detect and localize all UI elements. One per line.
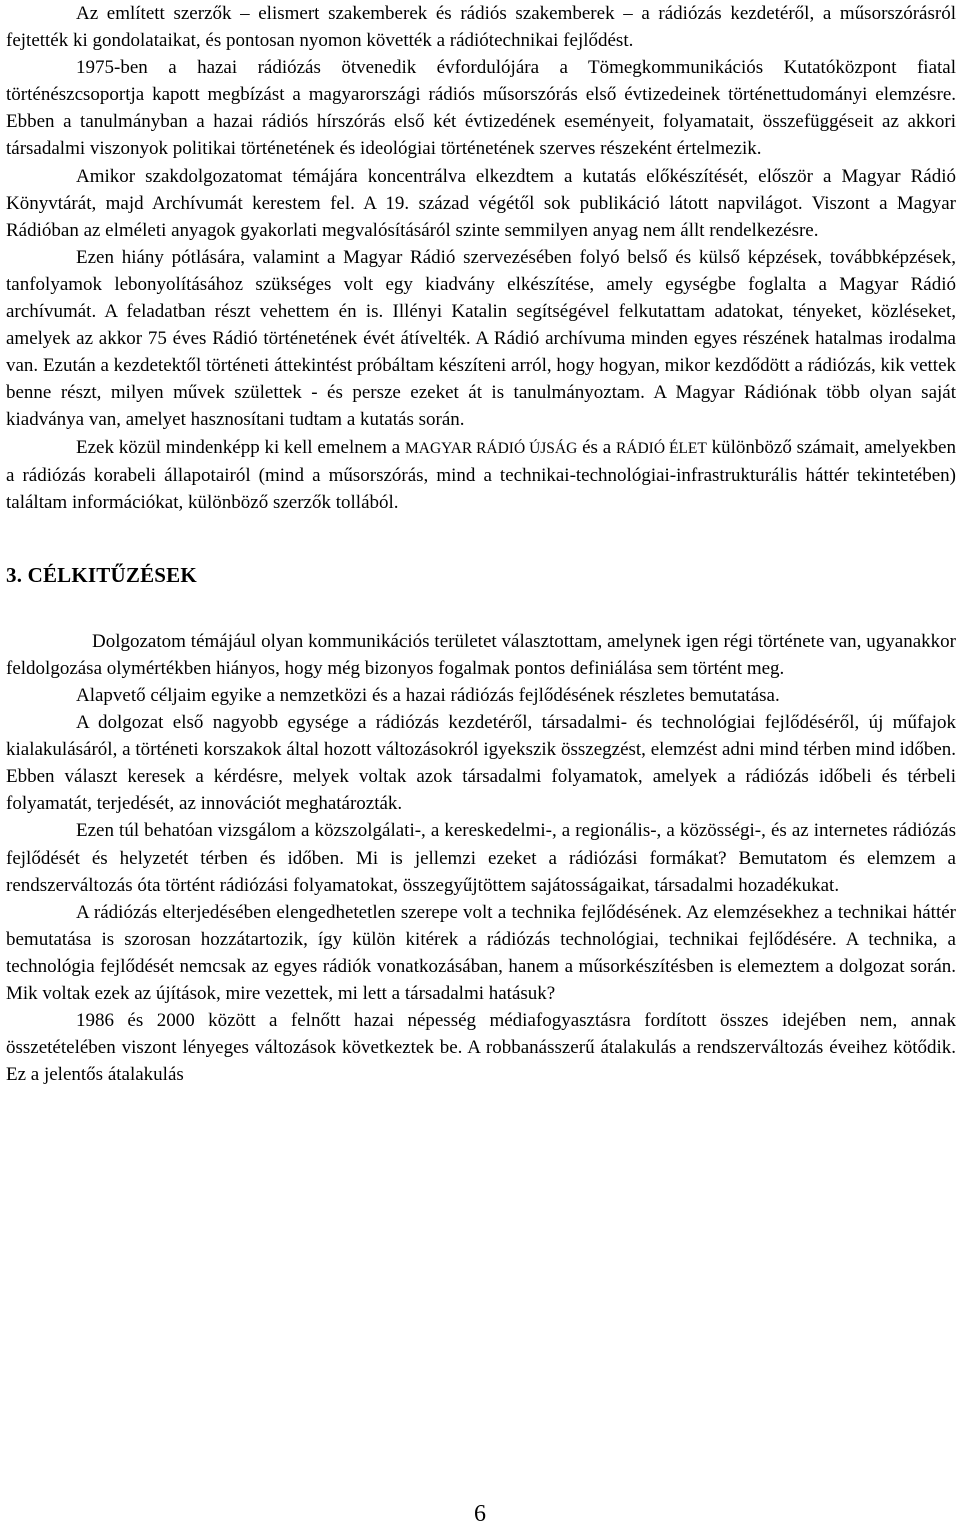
section-heading: 3. CÉLKITŰZÉSEK [6,562,197,587]
spacer [6,589,956,616]
paragraph-media-consumption: 1986 és 2000 között a felnőtt hazai népesség médiafogyasztásra fordított összes idejében nem, annak összetételében viszont lényeges változások következtek be. A robbanásszerű átalakulás a rendszerváltozás éveihez kötődik. Ez a jelentős átalakulás [6,1010,956,1086]
paragraph-intro: Az említett szerzők – elismert szakemberek és rádiós szakemberek – a rádiózás kezdetéről, a műsorszórásról fejtették ki gondolataikat, és pontosan nyomon követték a rádiótechnikai fejlődést. [6,3,956,52]
publication-title-radio-elet: RÁDIÓ ÉLET [615,439,707,457]
publications-text-mid: és a [577,436,616,458]
paragraph-radio-forms: Ezen túl behatóan vizsgálom a közszolgálati-, a kereskedelmi-, a regionális-, a közösségi-, és az internetes rádiózás fejlődését és helyzetét térben és időben. Mi is jellemzi ezeket a rádiózási formákat? Bemutatom és elemzem a rendszerváltozás óta történt rádiózási folyamatokat, összegyűjtöttem sajátosságaikat, társadalmi hozadékukat. [6,820,956,896]
publications-text-before: Ezek közül mindenképp ki kell emelnem a [76,436,405,458]
page-number: 6 [474,1501,486,1527]
publications-text-after: különböző számait, amelyekben a rádiózás korabeli állapotairól (mind a műsorszórás, mind a technikai-technológiai-infrastrukturális háttér tekintetében) találtam információkat, különböző szerzők tollából. [6,436,956,513]
paragraph-topic: Dolgozatom témájául olyan kommunikációs területet választottam, amelynek igen régi története van, ugyanakkor feldolgozása olymértékben hiányos, hogy még bizonyos fogalmak pontos definiálása sem történt meg. [6,630,956,679]
spacer [6,516,956,534]
spacer [6,534,956,561]
spacer [6,616,956,628]
publication-title-radio-ujsag: MAGYAR RÁDIÓ ÚJSÁG [404,439,578,457]
paragraph-technology: A rádiózás elterjedésében elengedhetetlen szerepe volt a technika fejlődésének. Az elemzésekhez a technikai háttér bemutatása is szorosan hozzátartozik, így külön kitérek a rádiózás technológiai, technikai fejlődésére. A technika, a technológia fejlődését nemcsak az egyes rádiók vonatkozásában, hanem a műsorkészítésben is elemeztem a dolgozat során. Mik voltak ezek az újítások, mire vezettek, mi lett a társadalmi hatásuk? [6,901,956,1004]
paragraph-first-unit: A dolgozat első nagyobb egysége a rádiózás kezdetéről, társadalmi- és technológiai fejlődéséről, új műfajok kialakulásáról, a történeti korszakok által hozott változásokról igyekszik összegzést, elemzést adni mind térben mind időben. Ebben választ keresek a kérdésre, melyek voltak azok társadalmi folyamatok, amelyek a rádiózás időbeli és térbeli folyamatát, terjedését, az innovációt meghatározták. [6,712,956,815]
paragraph-archive: Ezen hiány pótlására, valamint a Magyar Rádió szervezésében folyó belső és külső képzések, továbbképzések, tanfolyamok lebonyolításához szükséges volt egy kiadvány elkészítése, amely egységbe foglalta a Magyar Rádió archívumát. A feladatban részt vehettem én is. Illényi Katalin segítségével felkutattam adatokat, tényeket, közléseket, amelyek az akkor 75 éves Rádió történetének évét átívelték. A Rádió archívuma minden egyes részének hatalmas irodalma van. Ezután a kezdetektől történeti áttekintést próbáltam készíteni arról, hogy hogyan, mikor kezdődött a rádiózás, kik vettek benne részt, milyen művek születtek - és persze ezeket át is tanulmányoztam. A Magyar Rádiónak több olyan saját kiadványa van, amelyet hasznosítani tudtam a kutatás során. [6,246,956,431]
paragraph-research: Amikor szakdolgozatomat témájára koncentrálva elkezdtem a kutatás előkészítését, először a Magyar Rádió Könyvtárát, majd Archívumát kerestem fel. A 19. század végétől sok publikáció látott napvilágot. Viszont a Magyar Rádióban az elméleti anyagok gyakorlati megvalósításáról szinte semmilyen anyag nem állt rendelkezésre. [6,165,956,241]
paragraph-goals: Alapvető céljaim egyike a nemzetközi és a hazai rádiózás fejlődésének részletes bemutatása. [76,684,780,706]
paragraph-1975: 1975-ben a hazai rádiózás ötvenedik évfordulójára a Tömegkommunikációs Kutatóközpont fiatal történészcsoportja kapott megbízást a magyarországi rádiós műsorszórás első évtizedeinek történettudományi elemzésre. Ebben a tanulmányban a hazai rádiós hírszórás első két évtizedének eseményeit, folyamatait, összefüggéseit az akkori társadalmi viszonyok politikai történetének és ideológiai történetének szerves részeként értelmezik. [6,57,956,160]
paragraph-publications [6,434,956,516]
document-page [6,0,956,1088]
